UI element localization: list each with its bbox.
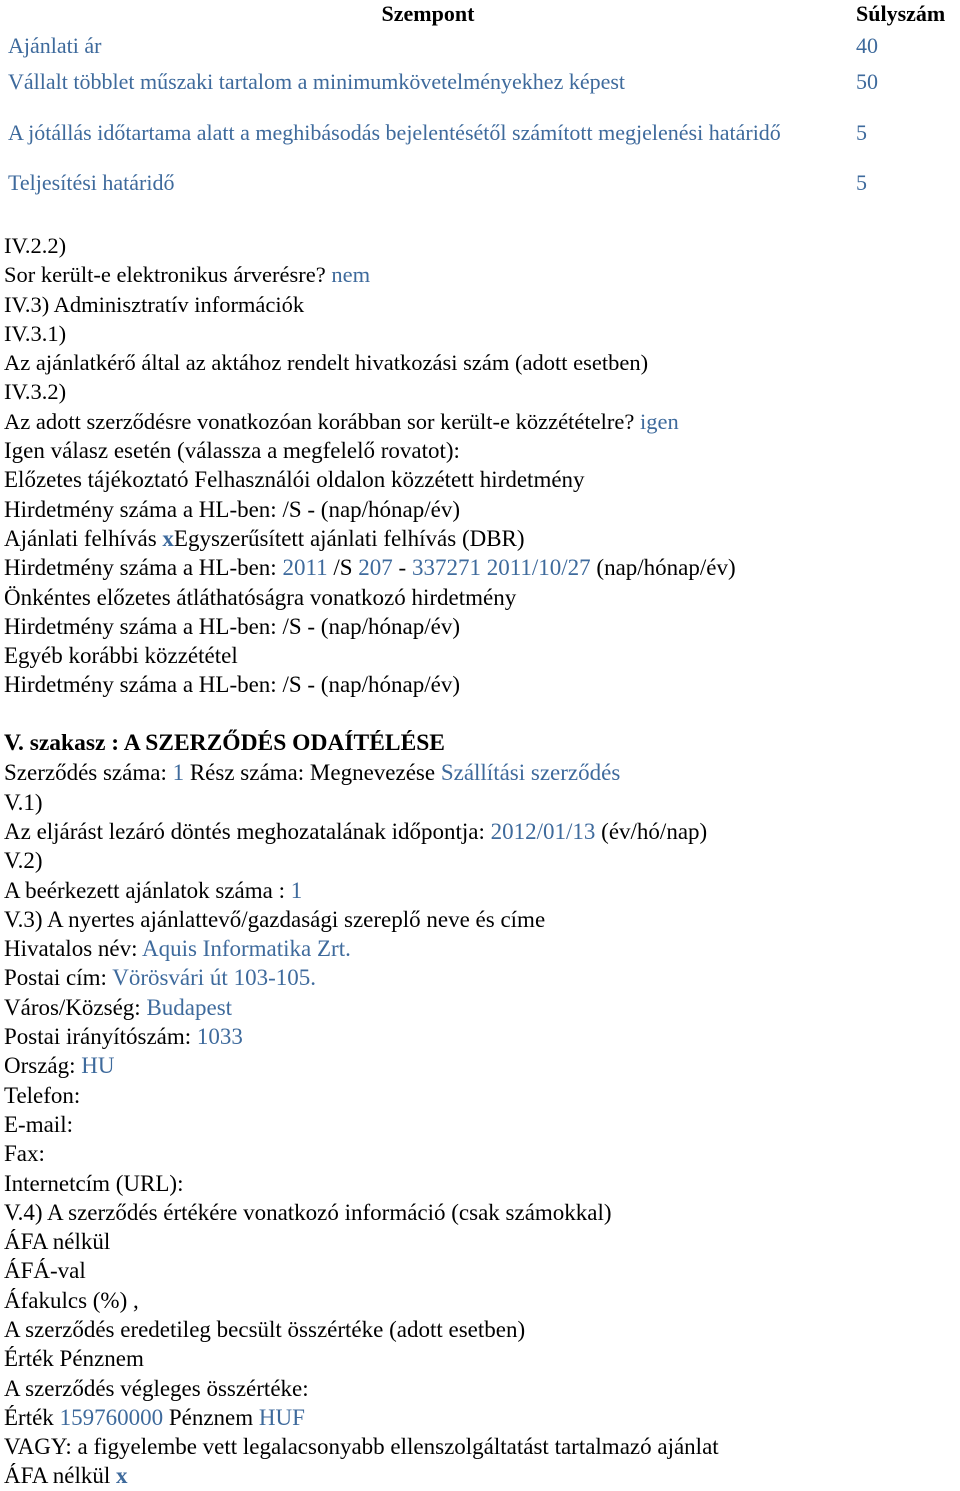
criterion-name: A jótállás időtartama alatt a meghibásodás bejelentésétől számított megjelenési határidő bbox=[8, 119, 781, 145]
notice-number-line bbox=[4, 553, 954, 582]
field-label: Pénznem bbox=[163, 1404, 259, 1430]
field-label: Postai irányítószám: bbox=[4, 1024, 197, 1050]
postcode-line bbox=[4, 1022, 954, 1051]
field-label: Rész száma: Megnevezése bbox=[184, 760, 441, 786]
date-format: (nap/hónap/év) bbox=[590, 555, 736, 581]
postcode: 1033 bbox=[196, 1024, 243, 1050]
section-number: IV.3.2) bbox=[4, 379, 67, 405]
final-value-line bbox=[4, 1403, 954, 1432]
table-row bbox=[0, 64, 960, 100]
date-format: (év/hó/nap) bbox=[595, 818, 708, 844]
criteria-header-row bbox=[0, 0, 960, 28]
spacer bbox=[4, 700, 954, 729]
criterion-weight: 50 bbox=[856, 69, 878, 94]
notice-number-line: Hirdetmény száma a HL-ben: /S - (nap/hónap/év) bbox=[4, 496, 461, 522]
field-label: Ország: bbox=[4, 1053, 82, 1079]
reference-question: Az ajánlatkérő által az aktához rendelt hivatkozási szám (adott esetben) bbox=[4, 350, 649, 376]
call-option-text: Ajánlati felhívás bbox=[4, 525, 163, 551]
previous-publication-line bbox=[4, 407, 954, 436]
vat-excluded-label: ÁFA nélkül bbox=[4, 1229, 111, 1255]
field-label: A beérkezett ajánlatok száma : bbox=[4, 877, 291, 903]
table-row bbox=[0, 100, 960, 165]
electronic-auction-line bbox=[4, 260, 954, 289]
phone-label: Telefon: bbox=[4, 1082, 81, 1108]
field-label: ÁFA nélkül bbox=[4, 1463, 117, 1489]
criterion-column-header: Szempont bbox=[381, 1, 475, 26]
notice-label: Hirdetmény száma a HL-ben: bbox=[4, 555, 283, 581]
weight-column-header: Súlyszám bbox=[856, 1, 946, 26]
section-heading: V.4) A szerződés értékére vonatkozó információ (csak számokkal) bbox=[4, 1199, 612, 1225]
currency: HUF bbox=[258, 1404, 305, 1430]
field-label: Érték bbox=[4, 1404, 60, 1430]
final-total-label: A szerződés végleges összértéke: bbox=[4, 1375, 309, 1401]
call-type-line bbox=[4, 524, 954, 553]
contract-number: 1 bbox=[172, 760, 185, 786]
city-line bbox=[4, 993, 954, 1022]
postal-address: Vörösvári út 103-105. bbox=[112, 965, 316, 991]
criteria-table bbox=[0, 0, 960, 201]
city: Budapest bbox=[146, 994, 233, 1020]
contract-number-line bbox=[4, 758, 954, 787]
answer-text: igen bbox=[639, 408, 679, 434]
vat-excluded-line bbox=[4, 1461, 954, 1490]
offers-count-line bbox=[4, 876, 954, 905]
notice-separator: /S bbox=[327, 555, 359, 581]
criterion-name: Vállalt többlet műszaki tartalom a minimumkövetelményekhez képest bbox=[8, 69, 626, 94]
value-currency-label: Érték Pénznem bbox=[4, 1346, 144, 1372]
criterion-name: Teljesítési határidő bbox=[8, 170, 175, 195]
section-number: V.2) bbox=[4, 848, 43, 874]
notice-separator: - bbox=[392, 555, 412, 581]
fax-label: Fax: bbox=[4, 1141, 45, 1167]
lowest-offer-label: VAGY: a figyelembe vett legalacsonyabb ellenszolgáltatást tartalmazó ajánlat bbox=[4, 1434, 719, 1460]
email-label: E-mail: bbox=[4, 1111, 73, 1137]
estimated-total-label: A szerződés eredetileg becsült összértéke (adott esetben) bbox=[4, 1316, 526, 1342]
other-publication-text: Egyéb korábbi közzététel bbox=[4, 643, 238, 669]
criterion-weight: 5 bbox=[856, 170, 867, 195]
section-title: V. szakasz : A SZERZŐDÉS ODAÍTÉLÉSE bbox=[4, 730, 445, 757]
voluntary-notice-text: Önkéntes előzetes átláthatóságra vonatkozó hirdetmény bbox=[4, 584, 517, 610]
instruction-text: Igen válasz esetén (válassza a megfelelő rovatot): bbox=[4, 438, 460, 464]
notice-number-line: Hirdetmény száma a HL-ben: /S - (nap/hónap/év) bbox=[4, 672, 461, 698]
selected-mark: x bbox=[162, 525, 174, 551]
section-number: V.1) bbox=[4, 789, 43, 815]
call-option-text: Egyszerűsített ajánlati felhívás (DBR) bbox=[173, 525, 525, 551]
field-label: Város/Község: bbox=[4, 994, 147, 1020]
official-name-line bbox=[4, 934, 954, 963]
contract-name: Szállítási szerződés bbox=[440, 760, 621, 786]
notice-number: 207 bbox=[358, 555, 393, 581]
criterion-weight: 40 bbox=[856, 33, 878, 58]
section-heading: IV.3) Adminisztratív információk bbox=[4, 291, 305, 317]
notice-year: 2011 bbox=[282, 555, 328, 581]
question-text: Az adott szerződésre vonatkozóan korábban sor került-e közzétételre? bbox=[4, 408, 635, 434]
field-label: Postai cím: bbox=[4, 965, 113, 991]
vat-included-label: ÁFÁ-val bbox=[4, 1258, 86, 1284]
section-number: IV.2.2) bbox=[4, 233, 67, 258]
country-line bbox=[4, 1051, 954, 1080]
offers-count: 1 bbox=[290, 877, 303, 903]
notice-number-line: Hirdetmény száma a HL-ben: /S - (nap/hónap/év) bbox=[4, 613, 461, 639]
contract-value: 159760000 bbox=[59, 1404, 164, 1430]
field-label: Az eljárást lezáró döntés meghozatalának időpontja: bbox=[4, 818, 491, 844]
section-heading: V.3) A nyertes ajánlattevő/gazdasági szereplő neve és címe bbox=[4, 906, 546, 932]
criterion-weight: 5 bbox=[856, 119, 867, 145]
notice-date: 2011/10/27 bbox=[486, 555, 591, 581]
prior-notice-text: Előzetes tájékoztató Felhasználói oldalon közzétett hirdetmény bbox=[4, 467, 585, 493]
question-text: Sor került-e elektronikus árverésre? bbox=[4, 262, 326, 288]
postal-address-line bbox=[4, 963, 954, 992]
section-number: IV.3.1) bbox=[4, 320, 67, 346]
table-row bbox=[0, 28, 960, 64]
selected-mark: x bbox=[116, 1463, 128, 1489]
country: HU bbox=[81, 1053, 115, 1079]
url-label: Internetcím (URL): bbox=[4, 1170, 184, 1196]
official-name: Aquis Informatika Zrt. bbox=[141, 936, 351, 962]
criterion-name: Ajánlati ár bbox=[8, 33, 102, 58]
document-body bbox=[4, 231, 954, 1491]
answer-text: nem bbox=[331, 262, 371, 288]
field-label: Hivatalos név: bbox=[4, 936, 142, 962]
vat-rate-label: Áfakulcs (%) , bbox=[4, 1287, 139, 1313]
table-row bbox=[0, 165, 960, 201]
decision-date: 2012/01/13 bbox=[490, 818, 596, 844]
field-label: Szerződés száma: bbox=[4, 760, 173, 786]
notice-number: 337271 bbox=[411, 555, 481, 581]
decision-date-line bbox=[4, 817, 954, 846]
